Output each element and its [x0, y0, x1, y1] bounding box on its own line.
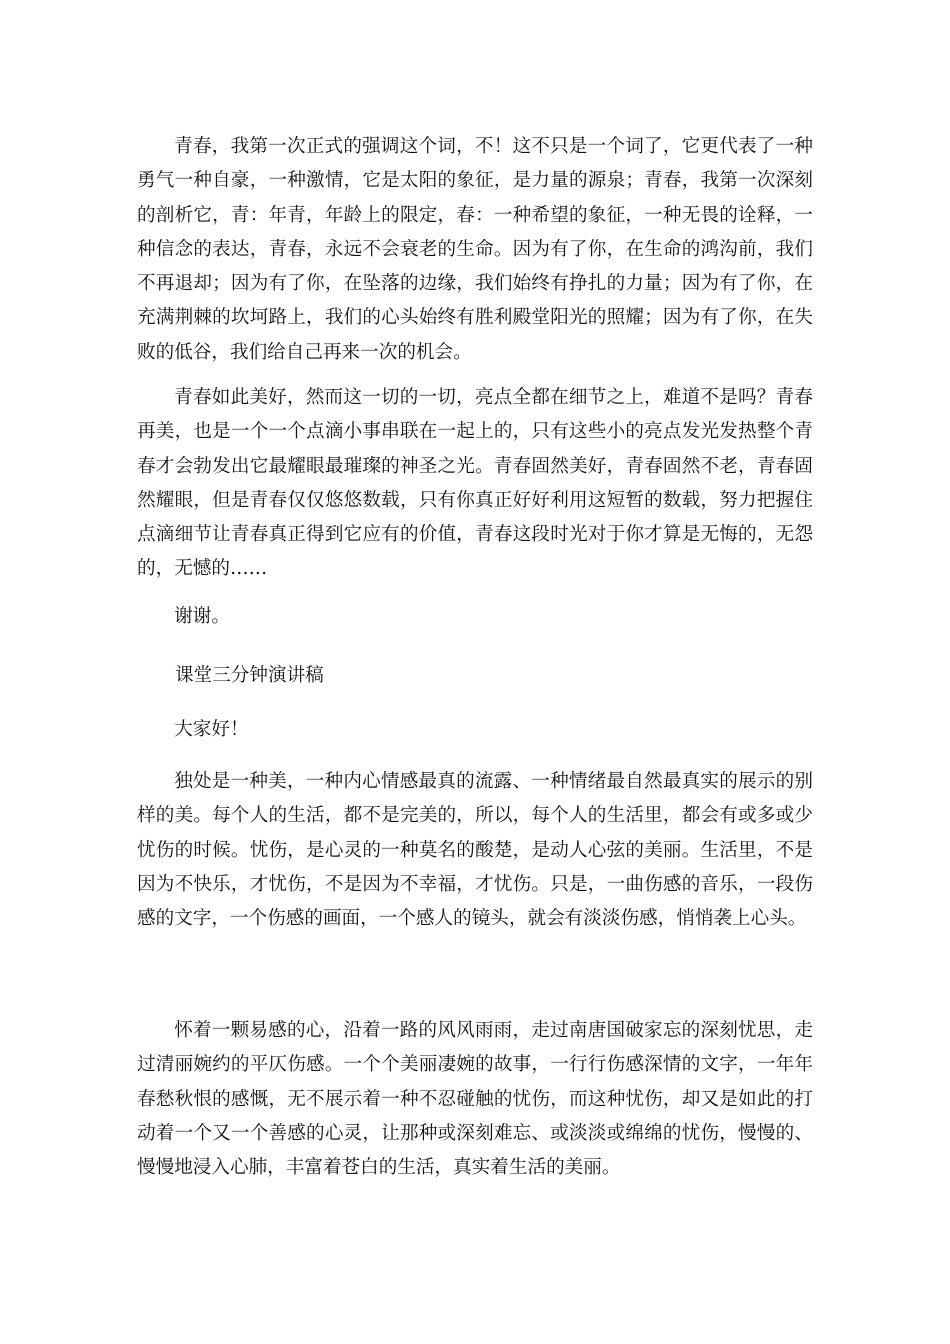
paragraph-youth-definition: 青春，我第一次正式的强调这个词，不！这不只是一个词了，它更代表了一种勇气一种自豪，一种激情，它是太阳的象征，是力量的源泉；青春，我第一次深刻的剖析它，青：年青，年龄上的限定，春：一种希望的象征，一种无畏的诠释，一种信念的表达，青春，永远不会衰老的生命。因为有了你，在生命的鸿沟前，我们不再退却；因为有了你，在坠落的边缘，我们始终有挣扎的力量；因为有了你，在充满荆棘的坎坷路上，我们的心头始终有胜利殿堂阳光的照耀；因为有了你，在失败的低谷，我们给自己再来一次的机会。 [137, 136, 813, 363]
paragraph-melancholy: 怀着一颗易感的心，沿着一路的风风雨雨，走过南唐国破家忘的深刻忧思，走过清丽婉约的平仄伤感。一个个美丽凄婉的故事，一行行伤感深情的文字，一年年春愁秋恨的感慨，无不展示着一种不忍碰触的忧伤，而这种忧伤，却又是如此的打动着一个又一个善感的心灵，让那种或深刻难忘、或淡淡或绵绵的忧伤，慢慢的、慢慢地浸入心肺，丰富着苍白的生活，真实着生活的美丽。 [137, 1020, 813, 1179]
paragraph-greeting: 大家好！ [174, 719, 249, 740]
paragraph-youth-details: 青春如此美好，然而这一切的一切，亮点全都在细节之上，难道不是吗？青春再美，也是一个一个点滴小事串联在一起上的，只有这些小的亮点发光发热整个青春才会勃发出它最耀眼最璀璨的神圣之光。青春固然美好，青春固然不老，青春固然耀眼，但是青春仅仅悠悠数载，只有你真正好好利用这短暂的数载，努力把握住点滴细节让青春真正得到它应有的价值，青春这段时光对于你才算是无悔的，无怨的，无憾的…… [137, 387, 813, 580]
paragraph-thanks: 谢谢。 [174, 606, 230, 627]
paragraph-solitude: 独处是一种美，一种内心情感最真的流露、一种情绪最自然最真实的展示的别样的美。每个人的生活，都不是完美的，所以，每个人的生活里，都会有或多或少忧伤的时候。忧伤，是心灵的一种莫名的酸楚，是动人心弦的美丽。生活里，不是因为不快乐，才忧伤，不是因为不幸福，才忧伤。只是，一曲伤感的音乐，一段伤感的文字，一个伤感的画面，一个感人的镜头，就会有淡淡伤感，悄悄袭上心头。 [137, 771, 813, 930]
speech-title: 课堂三分钟演讲稿 [175, 665, 324, 686]
